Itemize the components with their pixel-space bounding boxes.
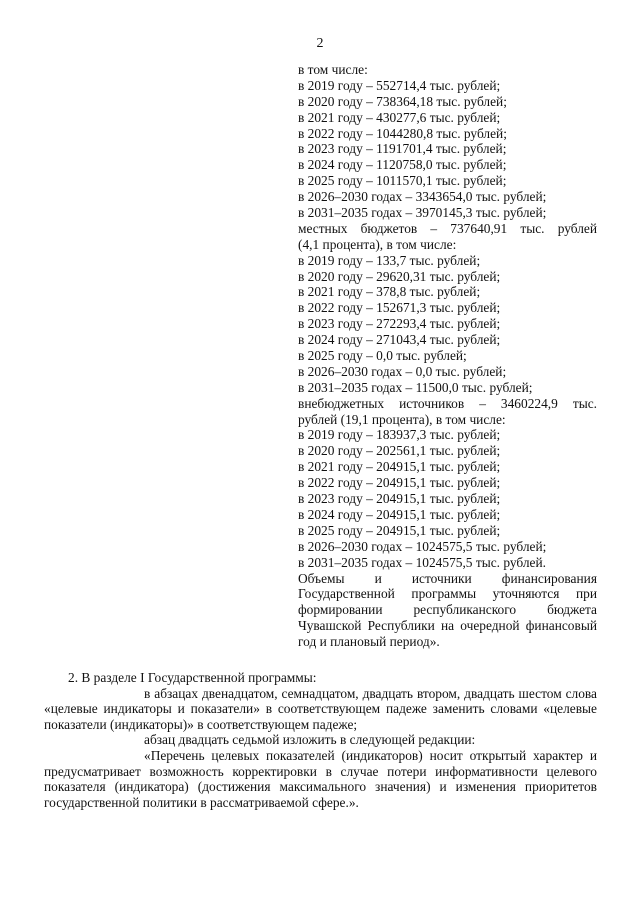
extrabudget-line: в 2022 году – 204915,1 тыс. рублей; [298, 475, 501, 491]
amendment-text [44, 670, 597, 810]
extrabudget-line: в 2020 году – 202561,1 тыс. рублей; [298, 443, 501, 459]
funding-line: в 2023 году – 1191701,4 тыс. рублей; [298, 141, 507, 157]
funding-line: в 2019 году – 552714,4 тыс. рублей; [298, 77, 501, 93]
extrabudget-line: в 2026–2030 годах – 1024575,5 тыс. рублей; [298, 538, 547, 554]
local-budget-line: в 2021 году – 378,8 тыс. рублей; [298, 284, 481, 300]
local-budget-line: в 2025 году – 0,0 тыс. рублей; [298, 348, 467, 364]
page-number: 2 [316, 36, 324, 51]
funding-line: в 2022 году – 1044280,8 тыс. рублей; [298, 125, 507, 141]
funding-line: в 2026–2030 годах – 3343654,0 тыс. рублей; [298, 189, 547, 205]
local-budget-line: в 2026–2030 годах – 0,0 тыс. рублей; [298, 363, 507, 379]
extrabudget-line: в 2024 году – 204915,1 тыс. рублей; [298, 506, 501, 522]
local-budgets-list [298, 253, 597, 396]
funding-line: в 2031–2035 годах – 3970145,3 тыс. рублей; [298, 205, 547, 221]
local-budget-line: в 2019 году – 133,7 тыс. рублей; [298, 252, 481, 268]
extrabudget-heading: внебюджетных источников – 3460224,9 тыс. [298, 395, 597, 411]
funding-total-list [298, 62, 597, 221]
funding-line: в 2021 году – 430277,6 тыс. рублей; [298, 109, 501, 125]
extrabudget-heading-cont: рублей (19,1 процента), в том числе: [298, 411, 506, 427]
paragraph-2: абзац двадцать седьмой изложить в следующей редакции: [144, 732, 476, 748]
funding-line: в 2020 году – 738364,18 тыс. рублей; [298, 93, 507, 109]
section-heading: 2. В разделе I Государственной программы: [68, 670, 317, 685]
paragraph-3: «Перечень целевых показателей (индикаторов) носит открытый характер и предусматривает возможность корректировки в случае потери информативности целевого показателя (индикатора) (достижения максимального значения) и изменения приоритетов государственной политики в рассматриваемой сфере.». [44, 747, 597, 810]
funding-line: в том числе: [298, 62, 368, 77]
volumes-note: Объемы и источники финансирования Государственной программы уточняются при формировании республиканского бюджета Чувашской Республики на очередной финансовый год и плановый период». [298, 570, 597, 650]
local-budget-line: в 2020 году – 29620,31 тыс. рублей; [298, 268, 501, 284]
extrabudget-line: в 2021 году – 204915,1 тыс. рублей; [298, 459, 501, 475]
funding-line: в 2024 году – 1120758,0 тыс. рублей; [298, 157, 507, 173]
paragraph-1: в абзацах двенадцатом, семнадцатом, двадцать втором, двадцать шестом слова «целевые индикаторы и показатели» в соответствующем падеже заменить словами «целевые показатели (индикаторы)» в соответствующем падеже; [44, 685, 597, 732]
local-budget-line: в 2022 году – 152671,3 тыс. рублей; [298, 300, 501, 316]
local-budget-line: в 2031–2035 годах – 11500,0 тыс. рублей; [298, 379, 533, 395]
extrabudget-line: в 2031–2035 годах – 1024575,5 тыс. рублей. [298, 554, 546, 570]
local-budget-line: в 2024 году – 271043,4 тыс. рублей; [298, 332, 501, 348]
funding-column [298, 62, 597, 650]
local-budgets-heading-cont: (4,1 процента), в том числе: [298, 236, 457, 252]
extrabudget-list [298, 427, 597, 570]
extrabudget-line: в 2019 году – 183937,3 тыс. рублей; [298, 427, 501, 443]
local-budget-line: в 2023 году – 272293,4 тыс. рублей; [298, 316, 501, 332]
extrabudget-line: в 2025 году – 204915,1 тыс. рублей; [298, 522, 501, 538]
funding-line: в 2025 году – 1011570,1 тыс. рублей; [298, 173, 507, 189]
local-budgets-heading: местных бюджетов – 737640,91 тыс. рублей [298, 220, 597, 236]
extrabudget-line: в 2023 году – 204915,1 тыс. рублей; [298, 491, 501, 507]
